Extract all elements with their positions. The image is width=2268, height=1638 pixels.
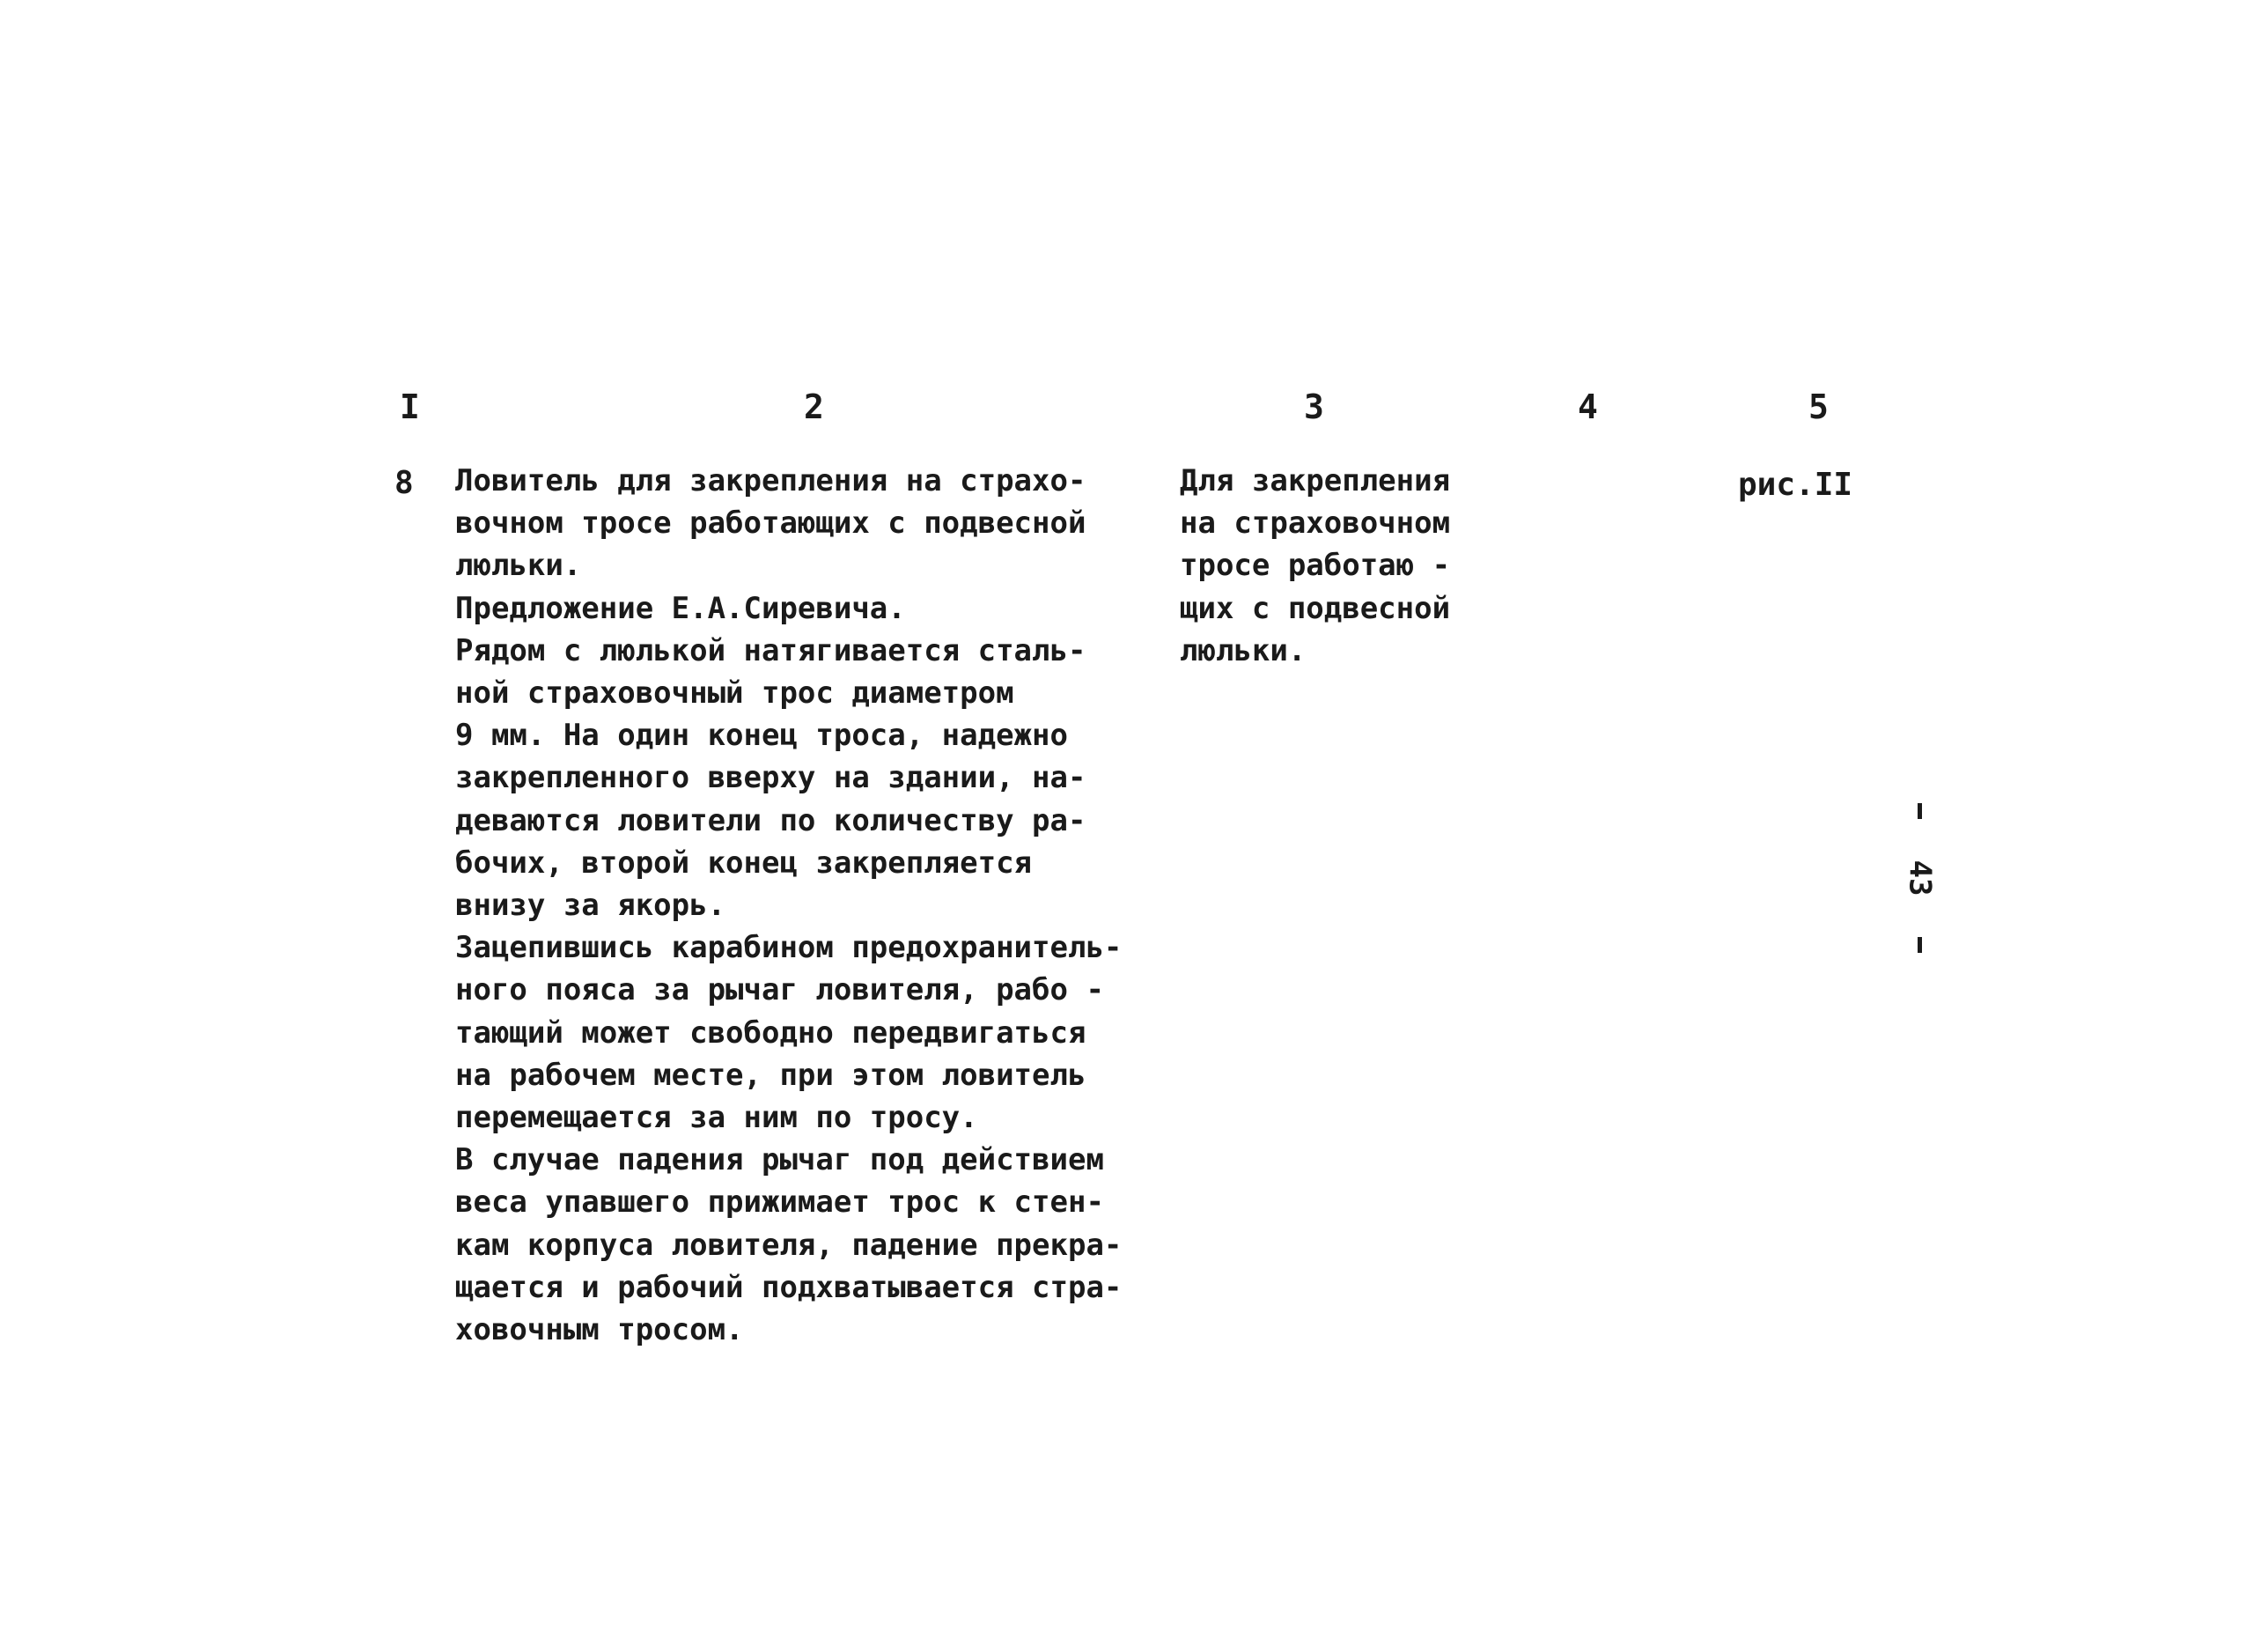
column-header-1: I <box>400 387 420 426</box>
column-header-5: 5 <box>1808 387 1829 426</box>
description-line: люльки. <box>455 548 582 584</box>
description-line: Рядом с люлькой натягивается сталь- <box>455 632 1086 668</box>
description-line: ховочным тросом. <box>455 1312 744 1348</box>
column-header-3: 3 <box>1304 387 1324 426</box>
description-line: перемещается за ним по тросу. <box>455 1100 978 1136</box>
description-line: бочих, второй конец закрепляется <box>455 845 1033 881</box>
column-header-4: 4 <box>1578 387 1598 426</box>
page-number <box>1893 803 1946 953</box>
description-line: веса упавшего прижимает трос к стен- <box>455 1184 1104 1221</box>
description-cell <box>455 460 1177 1351</box>
description-line: деваются ловители по количеству ра- <box>455 802 1086 838</box>
description-line: 9 мм. На один конец троса, надежно <box>455 718 1068 754</box>
purpose-line: щих с подвесной <box>1180 590 1451 626</box>
figure-reference: рис.II <box>1738 467 1853 503</box>
description-line: щается и рабочий подхватывается стра- <box>455 1269 1123 1305</box>
description-line: внизу за якорь. <box>455 888 726 924</box>
purpose-cell <box>1180 460 1497 672</box>
page-number-dash <box>1918 937 1922 953</box>
purpose-line: тросе работаю - <box>1180 548 1451 584</box>
description-line: ного пояса за рычаг ловителя, рабо - <box>455 972 1104 1008</box>
purpose-line: Для закрепления <box>1180 463 1451 498</box>
column-header-2: 2 <box>804 387 824 426</box>
description-line: Ловитель для закрепления на страхо- <box>455 463 1086 498</box>
description-line: вочном тросе работающих с подвесной <box>455 505 1086 542</box>
description-line: закрепленного вверху на здании, на- <box>455 760 1086 796</box>
description-line: тающий может свободно передвигаться <box>455 1015 1086 1051</box>
page-number-dash <box>1918 803 1922 819</box>
page-number-value: 43 <box>1901 860 1937 896</box>
description-line: на рабочем месте, при этом ловитель <box>455 1057 1086 1093</box>
description-line: Предложение Е.А.Сиревича. <box>455 590 906 626</box>
description-line: кам корпуса ловителя, падение прекра- <box>455 1227 1123 1263</box>
description-line: ной страховочный трос диаметром <box>455 675 1014 712</box>
row-number: 8 <box>394 465 414 501</box>
purpose-line: на страховочном <box>1180 505 1451 542</box>
description-line: Зацепившись карабином предохранитель- <box>455 930 1123 966</box>
purpose-line: люльки. <box>1180 632 1307 668</box>
description-line: В случае падения рычаг под действием <box>455 1142 1104 1178</box>
